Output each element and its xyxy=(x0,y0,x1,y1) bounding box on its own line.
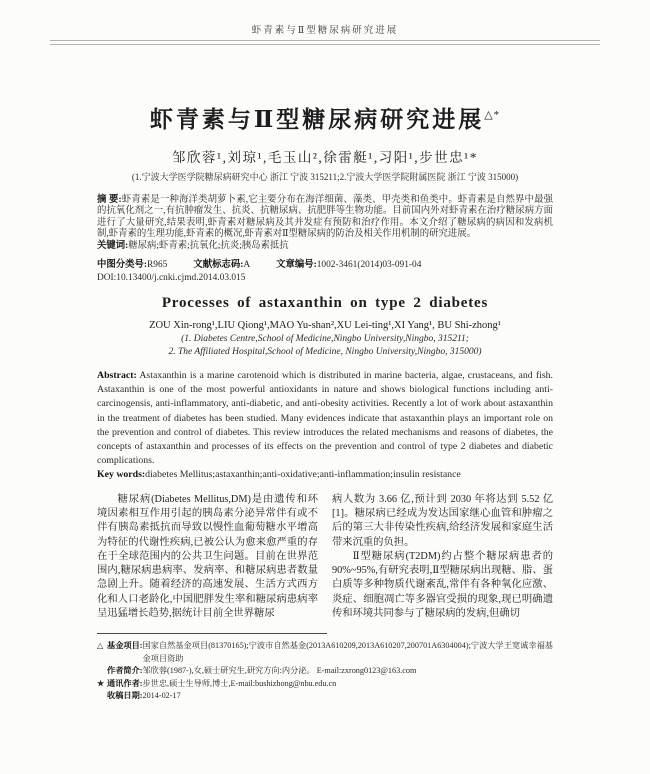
article-id xyxy=(276,256,421,270)
paper-title-text: 虾青素与Ⅱ型糖尿病研究进展 xyxy=(149,107,485,132)
footnote-author-bio xyxy=(97,665,553,677)
keywords-label-cn: 关键词: xyxy=(97,240,129,251)
authors-line-cn: 邹欣蓉¹,刘琼¹,毛玉山²,徐雷艇¹,习阳¹,步世忠¹* xyxy=(172,150,478,165)
footnotes xyxy=(97,640,553,702)
footnote-fund-text: 国家自然基金项目(81370165);宁波市自然基金(2013A610209,2013A610207,200701A6304004);宁波大学王宽诚幸福基金项目资助 xyxy=(142,641,553,663)
abstract-cn xyxy=(97,195,553,241)
document-code xyxy=(193,256,250,270)
footnote-fund-label: 基金项目: xyxy=(107,641,143,651)
footnote-author-bio-text: 邹欣蓉(1987-),女,硕士研究生,研究方向:内分泌。 E-mail:zxrong0123@163.com xyxy=(142,666,417,676)
english-affiliation-line2: 2. The Affiliated Hospital,School of Medicine, Ningbo University,Ningbo, 315000) xyxy=(168,347,482,358)
footnote-received-date-marker xyxy=(97,690,107,702)
keywords-cn xyxy=(97,241,553,252)
footnote-author-bio-marker xyxy=(97,665,107,677)
footnote-received-date xyxy=(97,690,553,702)
footnote-corresponding-author-marker: ★ xyxy=(97,678,105,688)
running-head: 虾青素与Ⅱ型糖尿病研究进展 xyxy=(251,26,399,36)
classification-row xyxy=(97,256,553,270)
english-keywords-text: diabetes Mellitus;astaxanthin;anti-oxidative;anti-inflammation;insulin resistance xyxy=(145,469,461,481)
header-double-rule xyxy=(50,40,600,45)
footnote-corresponding-author-text: 步世忠,硕士生导师,博士,E-mail:bushizhong@nbu.edu.cn xyxy=(142,678,337,688)
english-abstract xyxy=(97,369,553,468)
english-keywords-label: Key words: xyxy=(97,469,146,481)
affiliation-line-cn: (1.宁波大学医学院糖尿病研究中心 浙江 宁波 315211;2.宁波大学医学院附属医院 浙江 宁波 315000) xyxy=(131,172,519,182)
body-column-left xyxy=(97,493,318,622)
doi-line: DOI:10.13400/j.cnki.cjmd.2014.03.015 xyxy=(97,273,246,284)
footnote-corresponding-author xyxy=(97,678,553,690)
document-code-label: 文献标志码: xyxy=(193,260,244,271)
body-paragraph-2: Ⅱ型糖尿病(T2DM)约占整个糖尿病患者的90%~95%,有研究表明,Ⅱ型糖尿病出现糖、脂、蛋白质等多种物质代谢紊乱,常伴有各种氧化应激、炎症、细胞凋亡等多器官受损的现象,现已明确遗传和环境共同参与了糖尿病的发病,但确切 xyxy=(332,550,553,620)
footnote-fund xyxy=(97,640,553,665)
title-superscript: △* xyxy=(484,109,501,121)
footnote-separator-rule xyxy=(97,633,327,634)
english-abstract-text: Astaxanthin is a marine carotenoid which is distributed in marine bacteria, algae, crustaceans, and fish. Astaxanthin is one of the most powerful antioxidants in nature and shows biological functions including anti-carcinogensis, anti-inflammatory, anti-diabetic, and anti-obesity activities. Recently a lot of work about astaxanthin in the treatment of diabetes has been studied. Many evidences indicate that astaxanthin plays an important role on the prevention and control of diabetes. This review introduces the related mechanisms and reasons of diabetes, the concepts of astaxanthin and processes of its effects on the prevention and control of type 2 diabetes and diabetic complications. xyxy=(97,370,553,467)
english-authors-line: ZOU Xin-rong¹,LIU Qiong¹,MAO Yu-shan²,XU Lei-ting¹,XI Yang¹, BU Shi-zhong¹ xyxy=(149,320,501,332)
english-affiliation xyxy=(97,333,553,359)
body-column-right xyxy=(332,493,553,622)
abstract-label-cn: 摘 要: xyxy=(97,195,122,205)
clc-label: 中图分类号: xyxy=(97,260,147,271)
footnote-fund-marker: △ xyxy=(97,641,104,651)
footnote-received-date-label: 收稿日期: xyxy=(107,690,143,700)
article-id-label: 文章编号: xyxy=(276,260,317,271)
keywords-text-cn: 糖尿病;虾青素;抗氧化;抗炎;胰岛素抵抗 xyxy=(128,240,289,251)
document-code-value: A xyxy=(243,260,251,271)
page-content xyxy=(97,101,553,702)
clc-value: R965 xyxy=(147,260,168,271)
footnote-corresponding-author-label: 通讯作者: xyxy=(107,678,143,688)
paper-title xyxy=(97,101,553,134)
body-paragraph-1-continued: 病人数为 3.66 亿,预计到 2030 年将达到 5.52 亿[1]。糖尿病已经成为发达国家继心血管和肿瘤之后的第三大非传染性疾病,给经济发展和家庭生活带来沉重的负担。 xyxy=(332,493,553,548)
footnote-received-date-text: 2014-02-17 xyxy=(142,690,181,700)
abstract-text-cn: 虾青素是一种海洋类胡萝卜素,它主要分布在海洋细菌、藻类、甲壳类和鱼类中。虾青素是自然界中最强的抗氧化剂之一,有抗肿瘤发生、抗炎、抗糖尿病、抗肥胖等生物功能。目前国内外对虾青素在治疗糖尿病方面进行了大量研究,结果表明,虾青素对糖尿病及其并发症有预防和治疗作用。本文介绍了糖尿病的病因和发病机制,虾青素的生理功能,虾青素的概况,虾青素对Ⅱ型糖尿病的防治及相关作用机制的研究进展。 xyxy=(97,195,553,240)
footnote-author-bio-label: 作者简介: xyxy=(107,666,143,676)
english-abstract-label: Abstract: xyxy=(97,370,137,382)
english-keywords xyxy=(97,468,553,482)
clc-number xyxy=(97,256,167,270)
english-affiliation-line1: (1. Diabetes Centre,School of Medicine,Ningbo University,Ningbo, 315211; xyxy=(181,334,469,345)
body-columns xyxy=(97,493,553,622)
article-id-value: 1002-3461(2014)03-091-04 xyxy=(316,260,422,271)
body-paragraph-1: 糖尿病(Diabetes Mellitus,DM)是由遗传和环境因素相互作用引起的胰岛素分泌异常伴有或不伴有胰岛素抵抗而导致以慢性血葡萄糖水平增高为特征的代谢性疾病,已被公认为愈来愈严重的存在于全球范围内的公共卫生问题。目前在世界范围内,糖尿病患病率、发病率、和糖尿病患者数量急剧上升。随着经济的高速发展、生活方式西方化和人口老龄化,中国肥胖发生率和糖尿病患病率呈迅猛增长趋势,据统计目前全世界糖尿 xyxy=(97,493,318,620)
english-title: Processes of astaxanthin on type 2 diabetes xyxy=(161,295,489,312)
